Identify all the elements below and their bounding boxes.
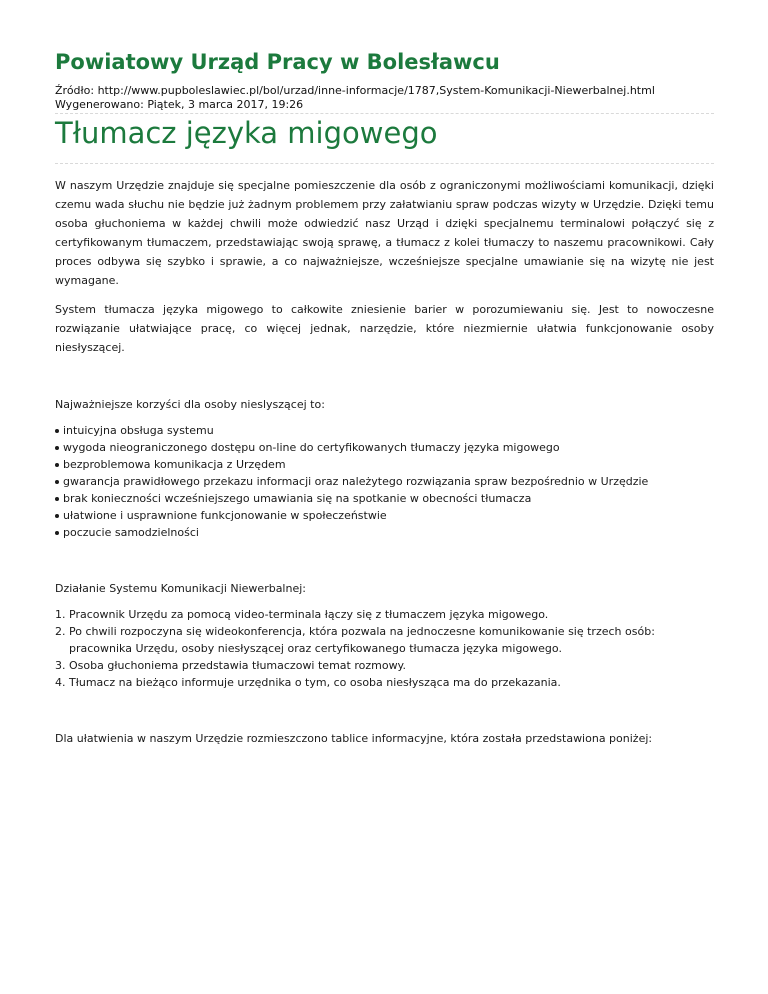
article-title: Tłumacz języka migowego	[55, 116, 438, 150]
list-item: Po chwili rozpoczyna się wideokonferencja, która pozwala na jednoczesne komunikowanie się trzech osób: pracownika Urzędu, osoby niesłyszącej oraz certyfikowanego tłumacza języka migowego.	[69, 625, 655, 655]
list-item: Pracownik Urzędu za pomocą video-terminala łączy się z tłumaczem języka migowego.	[69, 608, 549, 621]
article-body	[55, 176, 714, 748]
list-item: Osoba głuchoniema przedstawia tłumaczowi temat rozmowy.	[69, 659, 406, 672]
intro-paragraph: W naszym Urzędzie znajduje się specjalne pomieszczenie dla osób z ograniczonymi możliwościami komunikacji, dzięki czemu wada słuchu nie będzie już żadnym problemem przy załatwianiu spraw podczas wizyty w Urzędzie. Dzięki temu osoba głuchoniema w każdej chwili może odwiedzić nasz Urząd i dzięki specjalnemu terminalowi połączyć się z certyfikowanym tłumaczem, przedstawiając swoją sprawę, a tłumacz z kolei tłumaczy to naszemu pracownikowi. Cały proces odbywa się szybko i sprawie, a co najważniejsze, wcześniejsze specjalne umawianie się na wizytę nie jest wymagane.	[55, 179, 714, 287]
list-item: intuicyjna obsługa systemu	[63, 422, 714, 439]
site-title: Powiatowy Urząd Pracy w Bolesławcu	[55, 50, 500, 74]
steps-list	[55, 606, 714, 691]
generated-line: Wygenerowano: Piątek, 3 marca 2017, 19:26	[55, 98, 304, 111]
list-item: bezproblemowa komunikacja z Urzędem	[63, 456, 714, 473]
list-item: gwarancja prawidłowego przekazu informacji oraz należytego rozwiązania spraw bezpośrednio w Urzędzie	[63, 473, 714, 490]
system-paragraph: System tłumacza języka migowego to całkowite zniesienie barier w porozumiewaniu się. Jest to nowoczesne rozwiązanie ułatwiające pracę, co więcej jednak, narzędzie, które niezmiernie ułatwia funkcjonowanie osoby niesłyszącej.	[55, 303, 714, 354]
source-line: Źródło: http://www.pupboleslawiec.pl/bol/urzad/inne-informacje/1787,System-Komunikacji-Niewerbalnej.html	[55, 84, 655, 97]
document-meta	[55, 84, 655, 112]
header-divider	[55, 113, 714, 114]
list-item: brak konieczności wcześniejszego umawiania się na spotkanie w obecności tłumacza	[63, 490, 714, 507]
steps-intro: Działanie Systemu Komunikacji Niewerbalnej:	[55, 582, 306, 595]
list-item: poczucie samodzielności	[63, 524, 714, 541]
benefits-intro: Najważniejsze korzyści dla osoby nieslyszącej to:	[55, 398, 325, 411]
title-divider	[55, 163, 714, 164]
closing-paragraph: Dla ułatwienia w naszym Urzędzie rozmieszczono tablice informacyjne, która została przedstawiona poniżej:	[55, 732, 653, 745]
benefits-list	[55, 422, 714, 541]
list-item: Tłumacz na bieżąco informuje urzędnika o tym, co osoba niesłysząca ma do przekazania.	[69, 676, 561, 689]
list-item: ułatwione i usprawnione funkcjonowanie w społeczeństwie	[63, 507, 714, 524]
list-item: wygoda nieograniczonego dostępu on-line do certyfikowanych tłumaczy języka migowego	[63, 439, 714, 456]
